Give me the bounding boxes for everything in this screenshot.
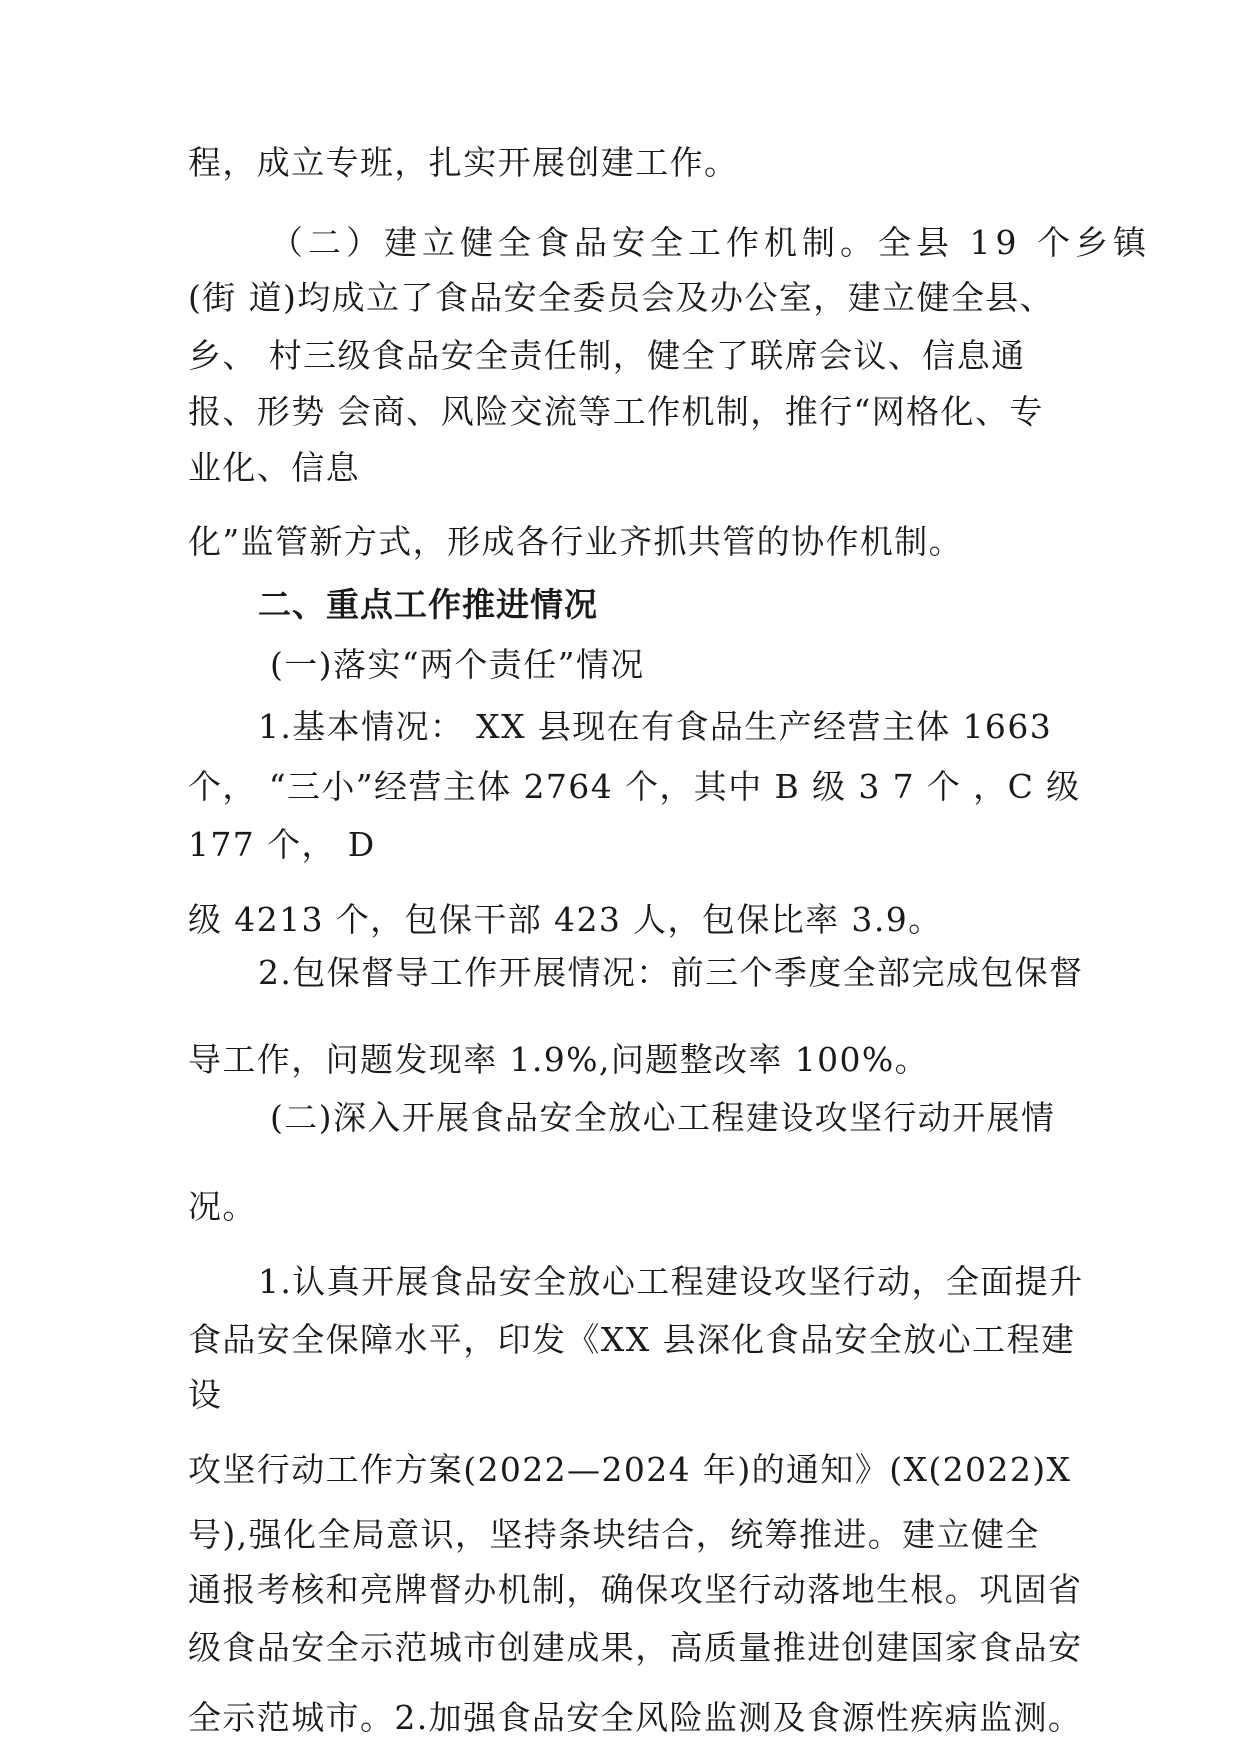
paragraph-line: 全示范城市。2.加强食品安全风险监测及食源性疾病监测。 [188, 1698, 1083, 1737]
paragraph-line: 级食品安全示范城市创建成果，高质量推进创建国家食品安 [188, 1628, 1083, 1667]
paragraph-line: 食品安全保障水平，印发《XX 县深化食品安全放心工程建 [188, 1320, 1076, 1359]
paragraph-line: 攻坚行动工作方案(2022—2024 年)的通知》(X(2022)X [188, 1450, 1072, 1489]
paragraph-line: 乡、 村三级食品安全责任制，健全了联席会议、信息通 [188, 336, 1026, 375]
paragraph-line: 导工作，问题发现率 1.9%,问题整改率 100%。 [188, 1040, 930, 1079]
paragraph-line: (街 道)均成立了食品安全委员会及办公室，建立健全县、 [188, 278, 1055, 317]
paragraph-line: 177 个， D [188, 825, 376, 864]
paragraph-line: 化”监管新方式，形成各行业齐抓共管的协作机制。 [188, 522, 964, 561]
paragraph-line: 业化、信息 [188, 448, 360, 487]
paragraph-line: 通报考核和亮牌督办机制，确保攻坚行动落地生根。巩固省 [188, 1570, 1083, 1609]
paragraph-line: （二）建立健全食品安全工作机制。全县 19 个乡镇 [270, 223, 1151, 262]
paragraph-line: 2.包保督导工作开展情况：前三个季度全部完成包保督 [258, 953, 1084, 992]
paragraph-line: 级 4213 个，包保干部 423 人，包保比率 3.9。 [188, 900, 943, 939]
subsection-heading: (一)落实“两个责任”情况 [270, 645, 645, 684]
paragraph-line: 1.基本情况： XX 县现在有食品生产经营主体 1663 [258, 707, 1053, 746]
paragraph-line: 程，成立专班，扎实开展创建工作。 [188, 143, 739, 182]
section-heading: 二、重点工作推进情况 [258, 585, 598, 624]
subsection-heading: (二)深入开展食品安全放心工程建设攻坚行动开展情 [270, 1098, 1056, 1137]
paragraph-line: 1.认真开展食品安全放心工程建设攻坚行动，全面提升 [258, 1262, 1084, 1301]
paragraph-line: 报、形势 会商、风险交流等工作机制，推行“网格化、专 [188, 392, 1044, 431]
paragraph-line: 个， “三小”经营主体 2764 个，其中 B 级 3 7 个 ，C 级 [188, 767, 1081, 806]
paragraph-line: 号),强化全局意识，坚持条块结合，统筹推进。建立健全 [188, 1515, 1040, 1554]
paragraph-line: 况。 [188, 1187, 257, 1226]
paragraph-line: 设 [188, 1375, 223, 1414]
